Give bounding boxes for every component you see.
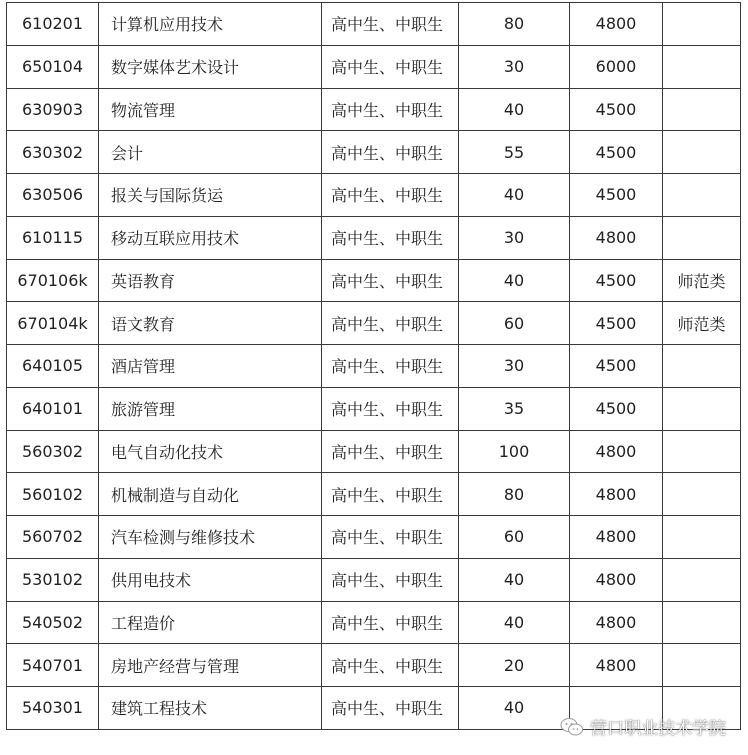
cell-note [663, 131, 741, 174]
cell-major-name: 英语教育 [99, 259, 322, 302]
cell-code: 630903 [7, 88, 99, 131]
cell-tuition: 4500 [570, 345, 663, 388]
cell-enrollment-plan: 30 [459, 216, 570, 259]
cell-student-source: 高中生、中职生 [322, 345, 459, 388]
cell-student-source: 高中生、中职生 [322, 88, 459, 131]
cell-code: 610115 [7, 216, 99, 259]
cell-tuition: 4500 [570, 302, 663, 345]
cell-code: 640105 [7, 345, 99, 388]
cell-enrollment-plan: 40 [459, 88, 570, 131]
cell-major-name: 供用电技术 [99, 558, 322, 601]
cell-code: 650104 [7, 45, 99, 88]
table-row [7, 387, 741, 430]
watermark-text: 营口职业技术学院 [590, 719, 726, 739]
cell-student-source: 高中生、中职生 [322, 558, 459, 601]
cell-code: 540301 [7, 687, 99, 730]
cell-note [663, 516, 741, 559]
cell-major-name: 房地产经营与管理 [99, 644, 322, 687]
cell-enrollment-plan: 55 [459, 131, 570, 174]
table-row [7, 131, 741, 174]
cell-code: 610201 [7, 3, 99, 46]
cell-major-name: 语文教育 [99, 302, 322, 345]
cell-enrollment-plan: 40 [459, 174, 570, 217]
cell-student-source: 高中生、中职生 [322, 601, 459, 644]
cell-tuition: 4500 [570, 131, 663, 174]
table-row [7, 644, 741, 687]
cell-student-source: 高中生、中职生 [322, 644, 459, 687]
cell-code: 540502 [7, 601, 99, 644]
cell-enrollment-plan: 40 [459, 601, 570, 644]
cell-major-name: 电气自动化技术 [99, 430, 322, 473]
cell-code: 630302 [7, 131, 99, 174]
cell-note [663, 88, 741, 131]
cell-tuition: 4500 [570, 88, 663, 131]
cell-enrollment-plan: 40 [459, 558, 570, 601]
cell-tuition: 4800 [570, 216, 663, 259]
table-row [7, 3, 741, 46]
cell-note [663, 601, 741, 644]
table-row [7, 558, 741, 601]
cell-enrollment-plan: 60 [459, 302, 570, 345]
cell-student-source: 高中生、中职生 [322, 216, 459, 259]
cell-enrollment-plan: 40 [459, 259, 570, 302]
cell-code: 560302 [7, 430, 99, 473]
cell-tuition: 6000 [570, 45, 663, 88]
table-row [7, 88, 741, 131]
cell-tuition: 4500 [570, 387, 663, 430]
cell-major-name: 物流管理 [99, 88, 322, 131]
cell-major-name: 工程造价 [99, 601, 322, 644]
table-row [7, 45, 741, 88]
cell-note [663, 473, 741, 516]
cell-tuition: 4500 [570, 259, 663, 302]
cell-code: 630506 [7, 174, 99, 217]
cell-student-source: 高中生、中职生 [322, 3, 459, 46]
cell-major-name: 数字媒体艺术设计 [99, 45, 322, 88]
cell-student-source: 高中生、中职生 [322, 516, 459, 559]
cell-major-name: 机械制造与自动化 [99, 473, 322, 516]
cell-tuition: 4500 [570, 174, 663, 217]
cell-note: 师范类 [663, 259, 741, 302]
cell-note [663, 345, 741, 388]
table-row [7, 259, 741, 302]
cell-tuition: 4800 [570, 516, 663, 559]
cell-major-name: 移动互联应用技术 [99, 216, 322, 259]
cell-note [663, 430, 741, 473]
cell-note [663, 174, 741, 217]
cell-enrollment-plan: 30 [459, 45, 570, 88]
cell-note [663, 216, 741, 259]
cell-enrollment-plan: 80 [459, 3, 570, 46]
table-body [7, 3, 741, 730]
table-row [7, 174, 741, 217]
table-row [7, 216, 741, 259]
wechat-icon [560, 717, 584, 737]
cell-student-source: 高中生、中职生 [322, 430, 459, 473]
cell-enrollment-plan: 20 [459, 644, 570, 687]
cell-tuition: 4800 [570, 3, 663, 46]
cell-note: 师范类 [663, 302, 741, 345]
cell-tuition: 4800 [570, 644, 663, 687]
cell-student-source: 高中生、中职生 [322, 387, 459, 430]
cell-enrollment-plan: 40 [459, 687, 570, 730]
cell-code: 670104k [7, 302, 99, 345]
cell-major-name: 旅游管理 [99, 387, 322, 430]
cell-major-name: 建筑工程技术 [99, 687, 322, 730]
cell-tuition: 4800 [570, 473, 663, 516]
cell-major-name: 会计 [99, 131, 322, 174]
cell-major-name: 酒店管理 [99, 345, 322, 388]
cell-code: 560102 [7, 473, 99, 516]
cell-code: 640101 [7, 387, 99, 430]
cell-code: 540701 [7, 644, 99, 687]
cell-note [663, 45, 741, 88]
cell-enrollment-plan: 30 [459, 345, 570, 388]
watermark [560, 714, 726, 739]
cell-student-source: 高中生、中职生 [322, 687, 459, 730]
cell-enrollment-plan: 60 [459, 516, 570, 559]
major-table [6, 2, 741, 730]
cell-code: 560702 [7, 516, 99, 559]
cell-student-source: 高中生、中职生 [322, 131, 459, 174]
table-row [7, 302, 741, 345]
table-row [7, 430, 741, 473]
table-row [7, 473, 741, 516]
cell-student-source: 高中生、中职生 [322, 473, 459, 516]
cell-note [663, 3, 741, 46]
cell-student-source: 高中生、中职生 [322, 259, 459, 302]
cell-student-source: 高中生、中职生 [322, 174, 459, 217]
cell-major-name: 计算机应用技术 [99, 3, 322, 46]
cell-note [663, 558, 741, 601]
cell-enrollment-plan: 80 [459, 473, 570, 516]
cell-code: 530102 [7, 558, 99, 601]
table-row [7, 601, 741, 644]
cell-tuition: 4800 [570, 430, 663, 473]
cell-student-source: 高中生、中职生 [322, 45, 459, 88]
table-row [7, 345, 741, 388]
cell-student-source: 高中生、中职生 [322, 302, 459, 345]
cell-tuition: 4800 [570, 558, 663, 601]
cell-tuition: 4800 [570, 601, 663, 644]
cell-enrollment-plan: 100 [459, 430, 570, 473]
table-row [7, 516, 741, 559]
cell-enrollment-plan: 35 [459, 387, 570, 430]
cell-major-name: 汽车检测与维修技术 [99, 516, 322, 559]
cell-note [663, 387, 741, 430]
cell-code: 670106k [7, 259, 99, 302]
cell-major-name: 报关与国际货运 [99, 174, 322, 217]
cell-note [663, 644, 741, 687]
